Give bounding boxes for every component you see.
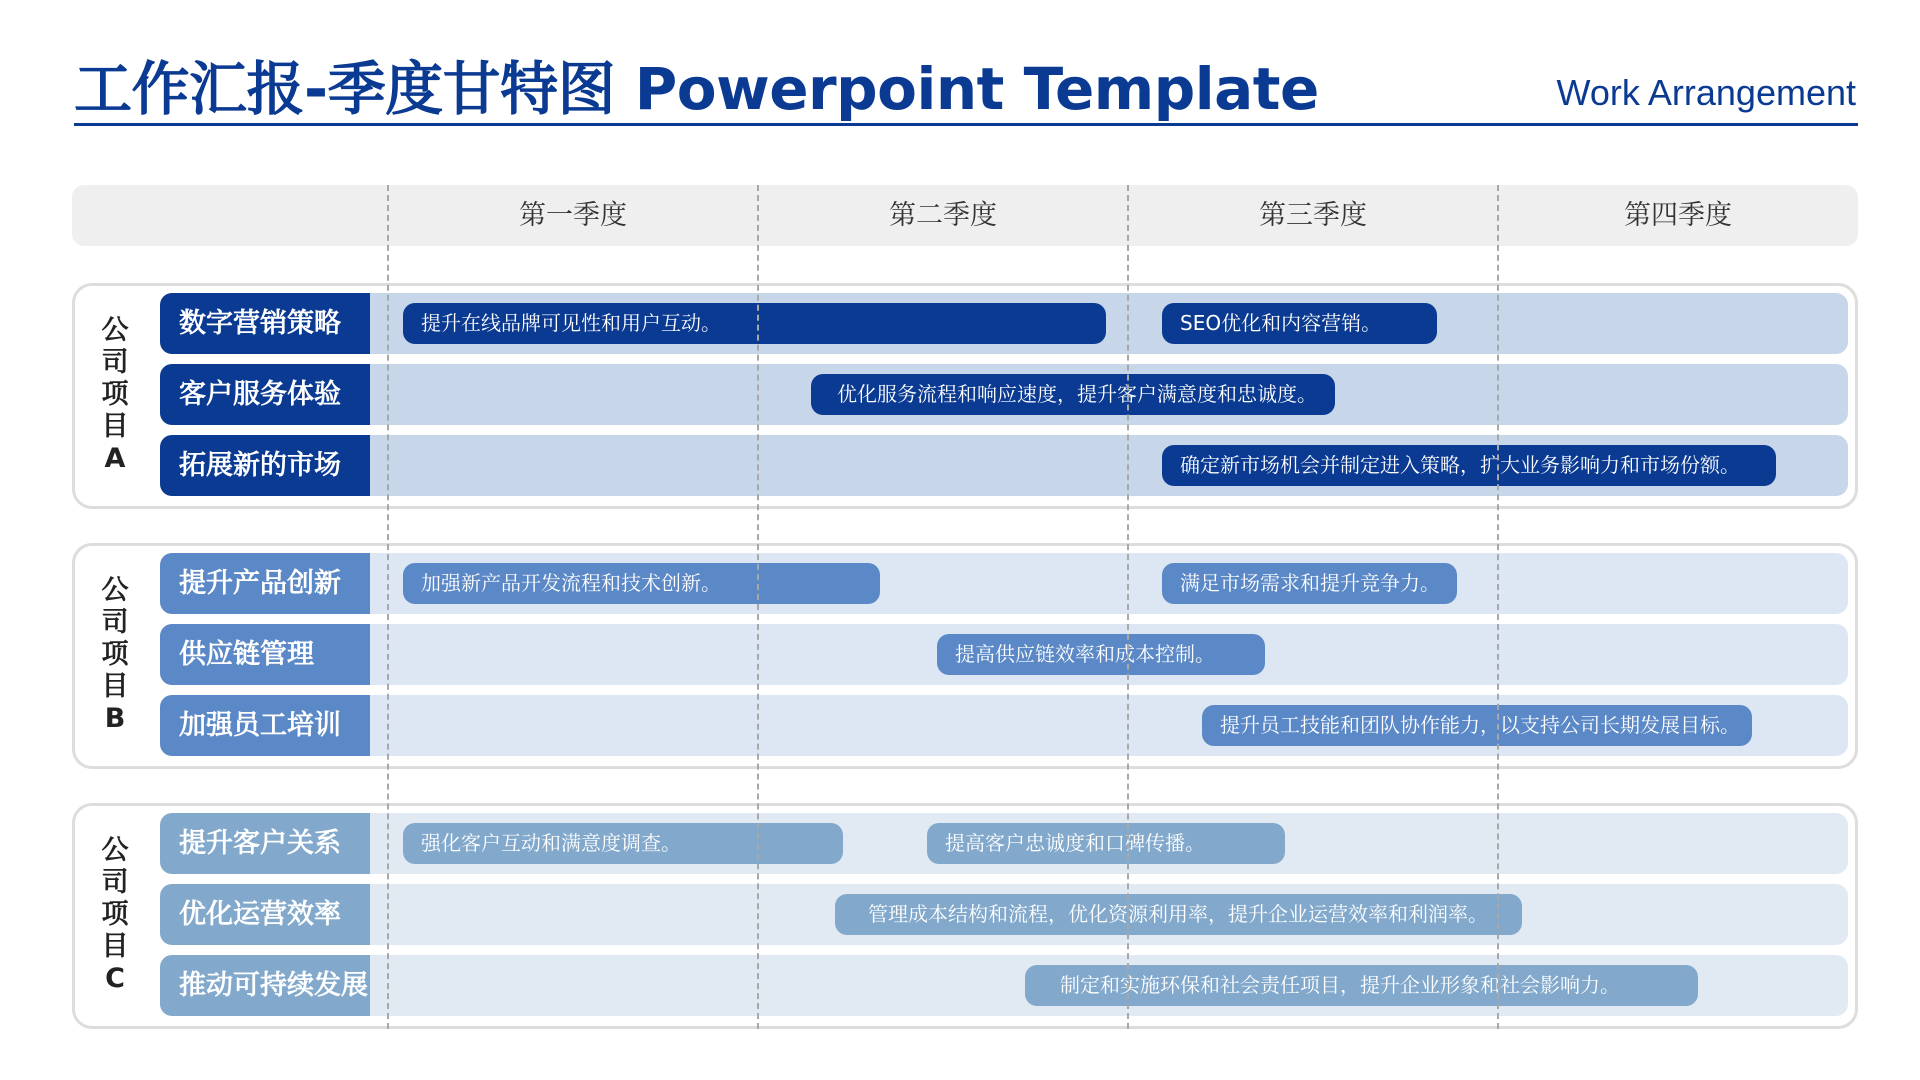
row-label-staff-training: 加强员工培训 [160,695,370,756]
row-label-customer-relations: 提升客户关系 [160,813,370,874]
task-bar[interactable]: 管理成本结构和流程，优化资源利用率，提升企业运营效率和利润率。 [835,894,1522,935]
group-label-a: 公 司 项 目 A [101,315,129,474]
row-label-sustainability: 推动可持续发展 [160,955,370,1016]
row-label-new-market: 拓展新的市场 [160,435,370,496]
page-title: 工作汇报-季度甘特图 Powerpoint Template [74,55,1319,123]
group-label-b: 公 司 项 目 B [101,575,129,734]
task-bar[interactable]: 提升在线品牌可见性和用户互动。 [403,303,1106,344]
task-bar[interactable]: 提高供应链效率和成本控制。 [937,634,1265,675]
quarter-divider [1127,185,1129,1029]
quarter-label-3: 第三季度 [1259,200,1367,231]
task-bar[interactable]: 优化服务流程和响应速度，提升客户满意度和忠诚度。 [811,374,1335,415]
row-label-product-innovation: 提升产品创新 [160,553,370,614]
group-label-c: 公 司 项 目 C [101,835,129,994]
quarter-divider [757,185,759,1029]
row-label-customer-service: 客户服务体验 [160,364,370,425]
quarter-label-1: 第一季度 [519,200,627,231]
row-label-digital-marketing: 数字营销策略 [160,293,370,354]
quarter-label-4: 第四季度 [1624,200,1732,231]
row-label-operation-efficiency: 优化运营效率 [160,884,370,945]
row-label-supply-chain: 供应链管理 [160,624,370,685]
task-bar[interactable]: SEO优化和内容营销。 [1162,303,1437,344]
task-bar[interactable]: 提高客户忠诚度和口碑传播。 [927,823,1285,864]
task-bar[interactable]: 提升员工技能和团队协作能力，以支持公司长期发展目标。 [1202,705,1752,746]
task-bar[interactable]: 满足市场需求和提升竞争力。 [1162,563,1457,604]
page-subtitle: Work Arrangement [1556,72,1856,113]
task-bar[interactable]: 制定和实施环保和社会责任项目，提升企业形象和社会影响力。 [1025,965,1698,1006]
quarter-label-2: 第二季度 [889,200,997,231]
task-bar[interactable]: 确定新市场机会并制定进入策略，扩大业务影响力和市场份额。 [1162,445,1776,486]
title-underline [74,123,1858,126]
quarter-divider [1497,185,1499,1029]
quarter-divider [387,185,389,1029]
task-bar[interactable]: 加强新产品开发流程和技术创新。 [403,563,880,604]
task-bar[interactable]: 强化客户互动和满意度调查。 [403,823,843,864]
